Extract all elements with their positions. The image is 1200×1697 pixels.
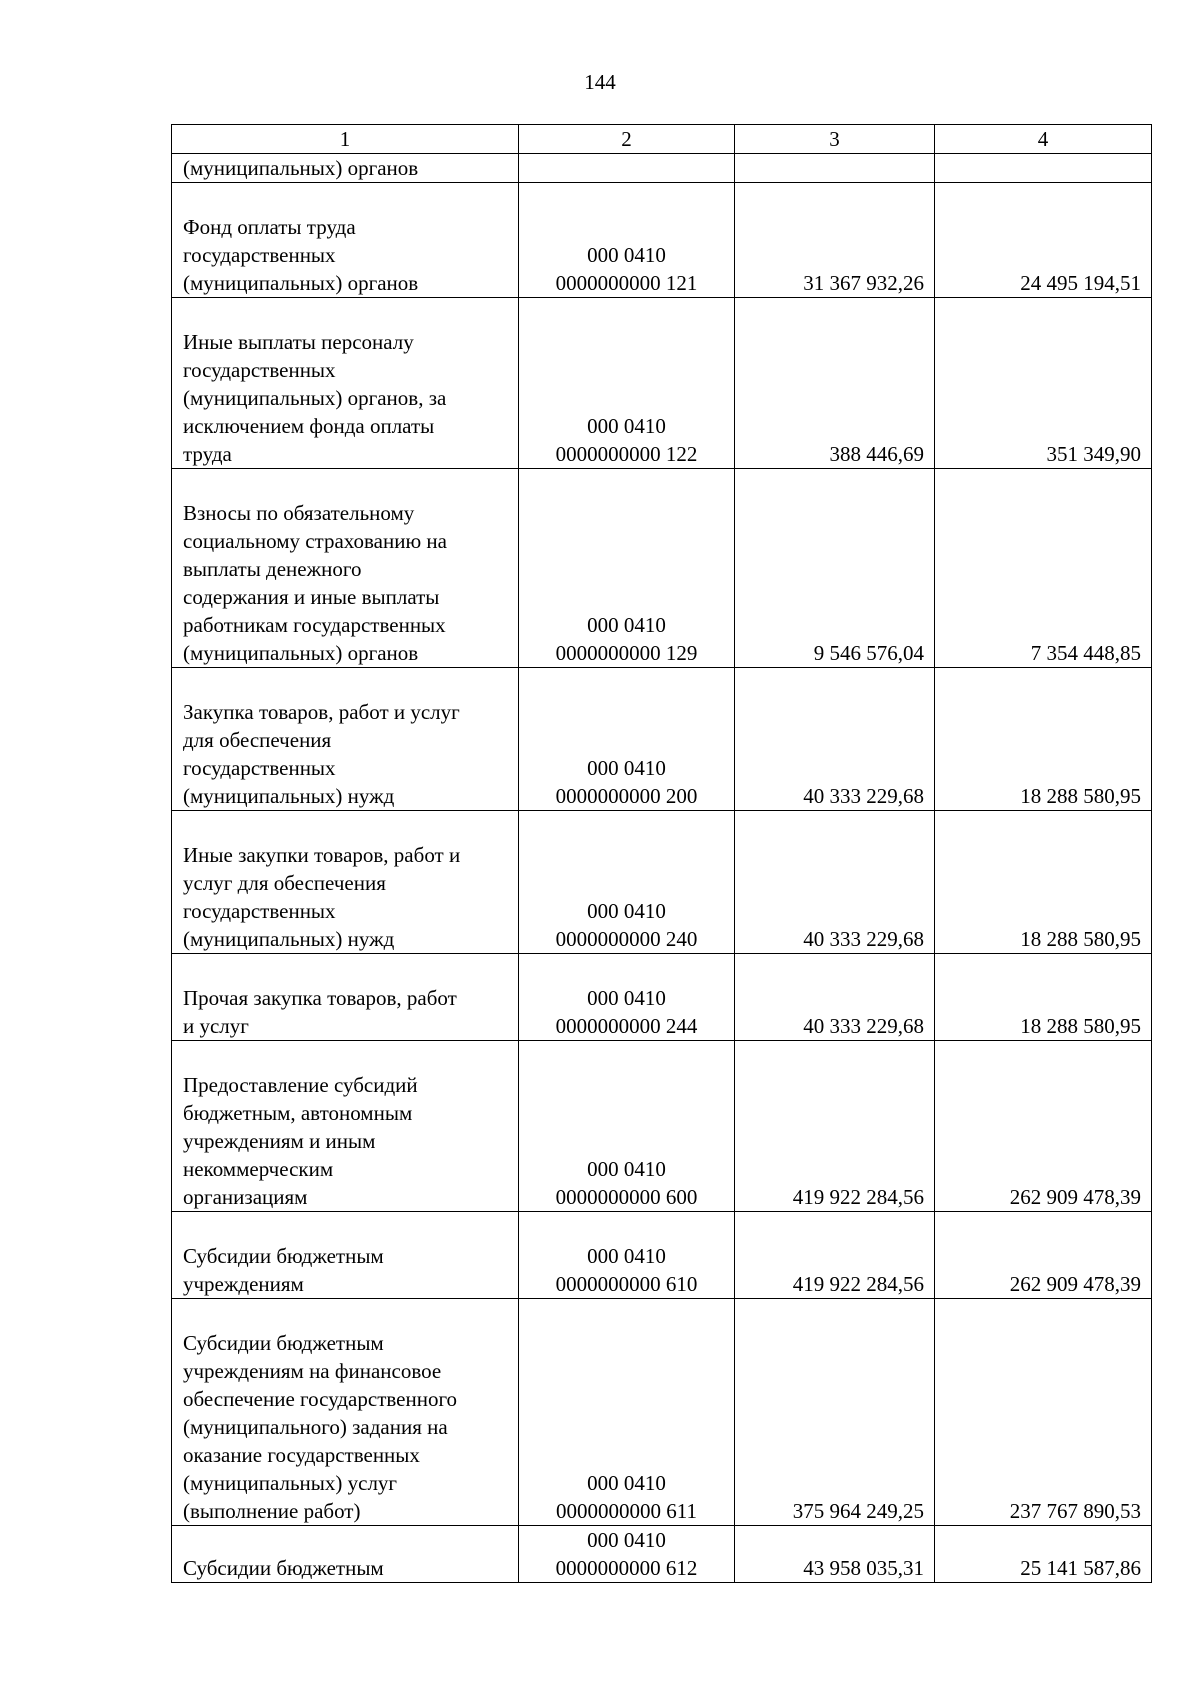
row-value-4: 18 288 580,95: [935, 811, 1152, 954]
row-value-3: 388 446,69: [735, 298, 935, 469]
table-row: [172, 1299, 1152, 1526]
row-value-4: 25 141 587,86: [935, 1526, 1152, 1583]
row-name: Предоставление субсидий бюджетным, автономным учреждениям и иным некоммерческим организациям: [172, 1041, 519, 1212]
row-name: Взносы по обязательному социальному страхованию на выплаты денежного содержания и иные выплаты работникам государственных (муниципальных) органов: [172, 469, 519, 668]
table-row: [172, 469, 1152, 668]
table-row: [172, 298, 1152, 469]
row-value-4: 262 909 478,39: [935, 1041, 1152, 1212]
row-name: Фонд оплаты труда государственных (муниципальных) органов: [172, 183, 519, 298]
row-value-4: 24 495 194,51: [935, 183, 1152, 298]
row-code: 000 0410 0000000000 122: [519, 298, 735, 469]
row-value-4: 351 349,90: [935, 298, 1152, 469]
row-value-4: 18 288 580,95: [935, 668, 1152, 811]
row-value-3: [735, 154, 935, 183]
row-name: Прочая закупка товаров, работ и услуг: [172, 954, 519, 1041]
row-name: Субсидии бюджетным учреждениям: [172, 1212, 519, 1299]
table-row: [172, 811, 1152, 954]
row-value-3: 40 333 229,68: [735, 668, 935, 811]
row-code: 000 0410 0000000000 600: [519, 1041, 735, 1212]
row-name: Иные выплаты персоналу государственных (муниципальных) органов, за исключением фонда оплаты труда: [172, 298, 519, 469]
table-row: [172, 1212, 1152, 1299]
header-row: [172, 125, 1152, 154]
row-name: Субсидии бюджетным: [172, 1526, 519, 1583]
row-value-4: 237 767 890,53: [935, 1299, 1152, 1526]
row-value-4: 7 354 448,85: [935, 469, 1152, 668]
row-name: Субсидии бюджетным учреждениям на финансовое обеспечение государственного (муниципального) задания на оказание государственных (муниципальных) услуг (выполнение работ): [172, 1299, 519, 1526]
row-value-3: 31 367 932,26: [735, 183, 935, 298]
row-value-3: 40 333 229,68: [735, 811, 935, 954]
table-row: [172, 668, 1152, 811]
table-row: [172, 1526, 1152, 1583]
header-col-2: 2: [519, 125, 735, 154]
row-code: 000 0410 0000000000 121: [519, 183, 735, 298]
budget-table: [171, 124, 1152, 1583]
row-code: 000 0410 0000000000 240: [519, 811, 735, 954]
row-value-4: [935, 154, 1152, 183]
row-value-3: 419 922 284,56: [735, 1041, 935, 1212]
row-code: 000 0410 0000000000 611: [519, 1299, 735, 1526]
table-row: [172, 1041, 1152, 1212]
row-code: 000 0410 0000000000 129: [519, 469, 735, 668]
row-value-4: 262 909 478,39: [935, 1212, 1152, 1299]
header-col-4: 4: [935, 125, 1152, 154]
table-row: [172, 954, 1152, 1041]
row-value-3: 375 964 249,25: [735, 1299, 935, 1526]
header-col-1: 1: [172, 125, 519, 154]
row-name: Иные закупки товаров, работ и услуг для обеспечения государственных (муниципальных) нужд: [172, 811, 519, 954]
row-code: 000 0410 0000000000 200: [519, 668, 735, 811]
row-code: 000 0410 0000000000 612: [519, 1526, 735, 1583]
row-value-3: 40 333 229,68: [735, 954, 935, 1041]
row-code: 000 0410 0000000000 610: [519, 1212, 735, 1299]
row-value-3: 419 922 284,56: [735, 1212, 935, 1299]
table-row: [172, 183, 1152, 298]
table-row: [172, 154, 1152, 183]
page-number: 144: [584, 70, 616, 94]
row-value-3: 9 546 576,04: [735, 469, 935, 668]
row-code: 000 0410 0000000000 244: [519, 954, 735, 1041]
row-value-4: 18 288 580,95: [935, 954, 1152, 1041]
row-name: Закупка товаров, работ и услуг для обеспечения государственных (муниципальных) нужд: [172, 668, 519, 811]
row-code: [519, 154, 735, 183]
header-col-3: 3: [735, 125, 935, 154]
row-name: (муниципальных) органов: [172, 154, 519, 183]
row-value-3: 43 958 035,31: [735, 1526, 935, 1583]
